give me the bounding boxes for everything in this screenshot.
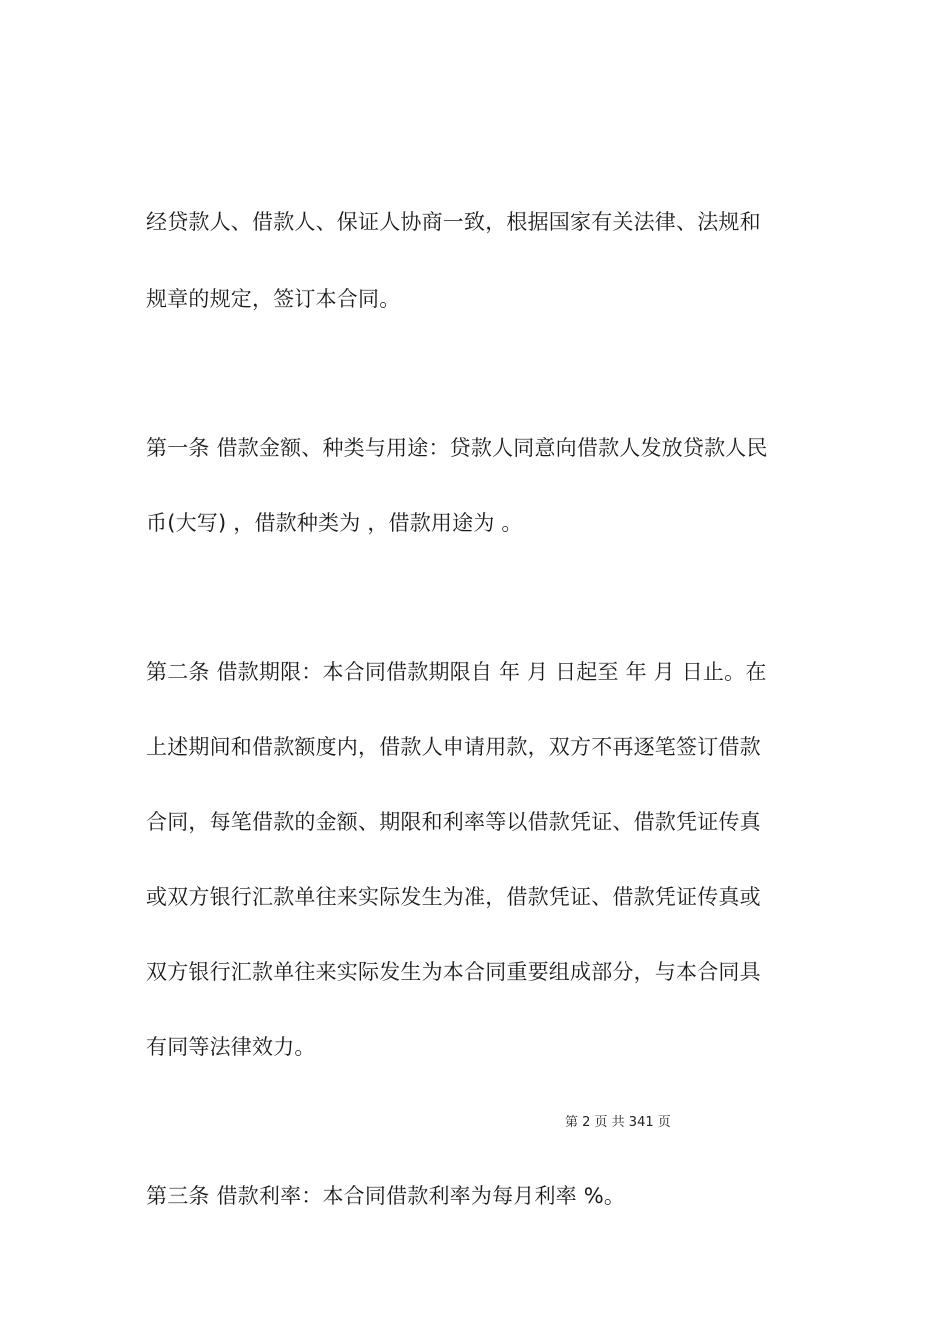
article2-line-5: 双方银行汇款单往来实际发生为本合同重要组成部分，与本合同具 xyxy=(146,960,761,984)
intro-line-2: 规章的规定，签订本合同。 xyxy=(146,287,401,311)
article2-line-6: 有同等法律效力。 xyxy=(146,1035,316,1059)
article2-line-4: 或双方银行汇款单往来实际发生为准，借款凭证、借款凭证传真或 xyxy=(146,885,761,909)
article1-line-1: 第一条 借款金额、种类与用途：贷款人同意向借款人发放贷款人民 xyxy=(146,436,768,460)
article2-line-1: 第二条 借款期限：本合同借款期限自 年 月 日起至 年 月 日止。在 xyxy=(146,660,767,684)
article2-line-2: 上述期间和借款额度内，借款人申请用款，双方不再逐笔签订借款 xyxy=(146,735,761,759)
intro-line-1: 经贷款人、借款人、保证人协商一致，根据国家有关法律、法规和 xyxy=(146,210,761,234)
article1-line-2: 币(大写) ，借款种类为 ，借款用途为 。 xyxy=(146,511,523,535)
article2-line-3: 合同，每笔借款的金额、期限和利率等以借款凭证、借款凭证传真 xyxy=(146,810,761,834)
page-footer: 第 2 页 共 341 页 xyxy=(565,1115,671,1130)
article3-line-1: 第三条 借款利率：本合同借款利率为每月利率 %。 xyxy=(146,1184,626,1208)
